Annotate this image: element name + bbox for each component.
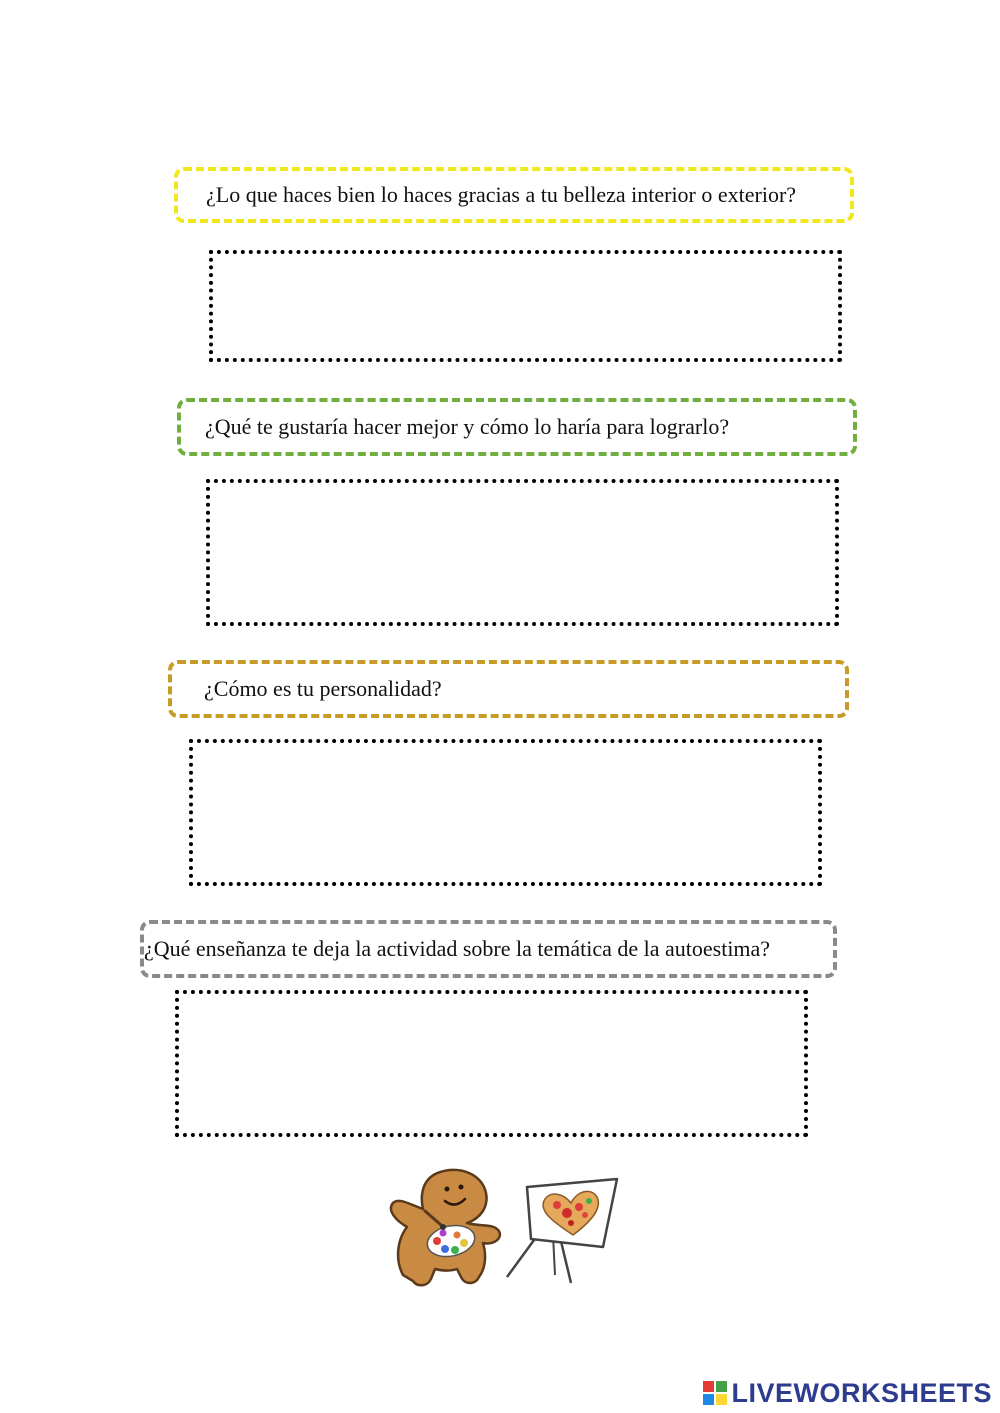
easel — [507, 1179, 617, 1283]
question-4-label — [140, 920, 837, 978]
liveworksheets-logo-icon — [703, 1381, 727, 1405]
liveworksheets-brand — [703, 1378, 992, 1408]
question-1-text: ¿Lo que haces bien lo haces gracias a tu belleza interior o exterior? — [206, 182, 797, 207]
question-1-label — [174, 167, 854, 223]
answer-2-field[interactable] — [206, 479, 839, 626]
gingerbread-figure — [391, 1170, 500, 1285]
gingerbread-painter-icon — [385, 1165, 625, 1290]
answer-4-field[interactable] — [175, 990, 808, 1137]
question-4-text: ¿Qué enseñanza te deja la actividad sobre la temática de la autoestima? — [144, 936, 771, 961]
answer-1-field[interactable] — [209, 250, 842, 362]
question-2-text: ¿Qué te gustaría hacer mejor y cómo lo haría para lograrlo? — [205, 414, 730, 439]
answer-3-field[interactable] — [189, 739, 822, 886]
question-3-label — [168, 660, 849, 718]
liveworksheets-brand-text: LIVEWORKSHEETS — [731, 1377, 992, 1408]
question-3-text: ¿Cómo es tu personalidad? — [204, 676, 442, 701]
question-2-label — [177, 398, 857, 456]
